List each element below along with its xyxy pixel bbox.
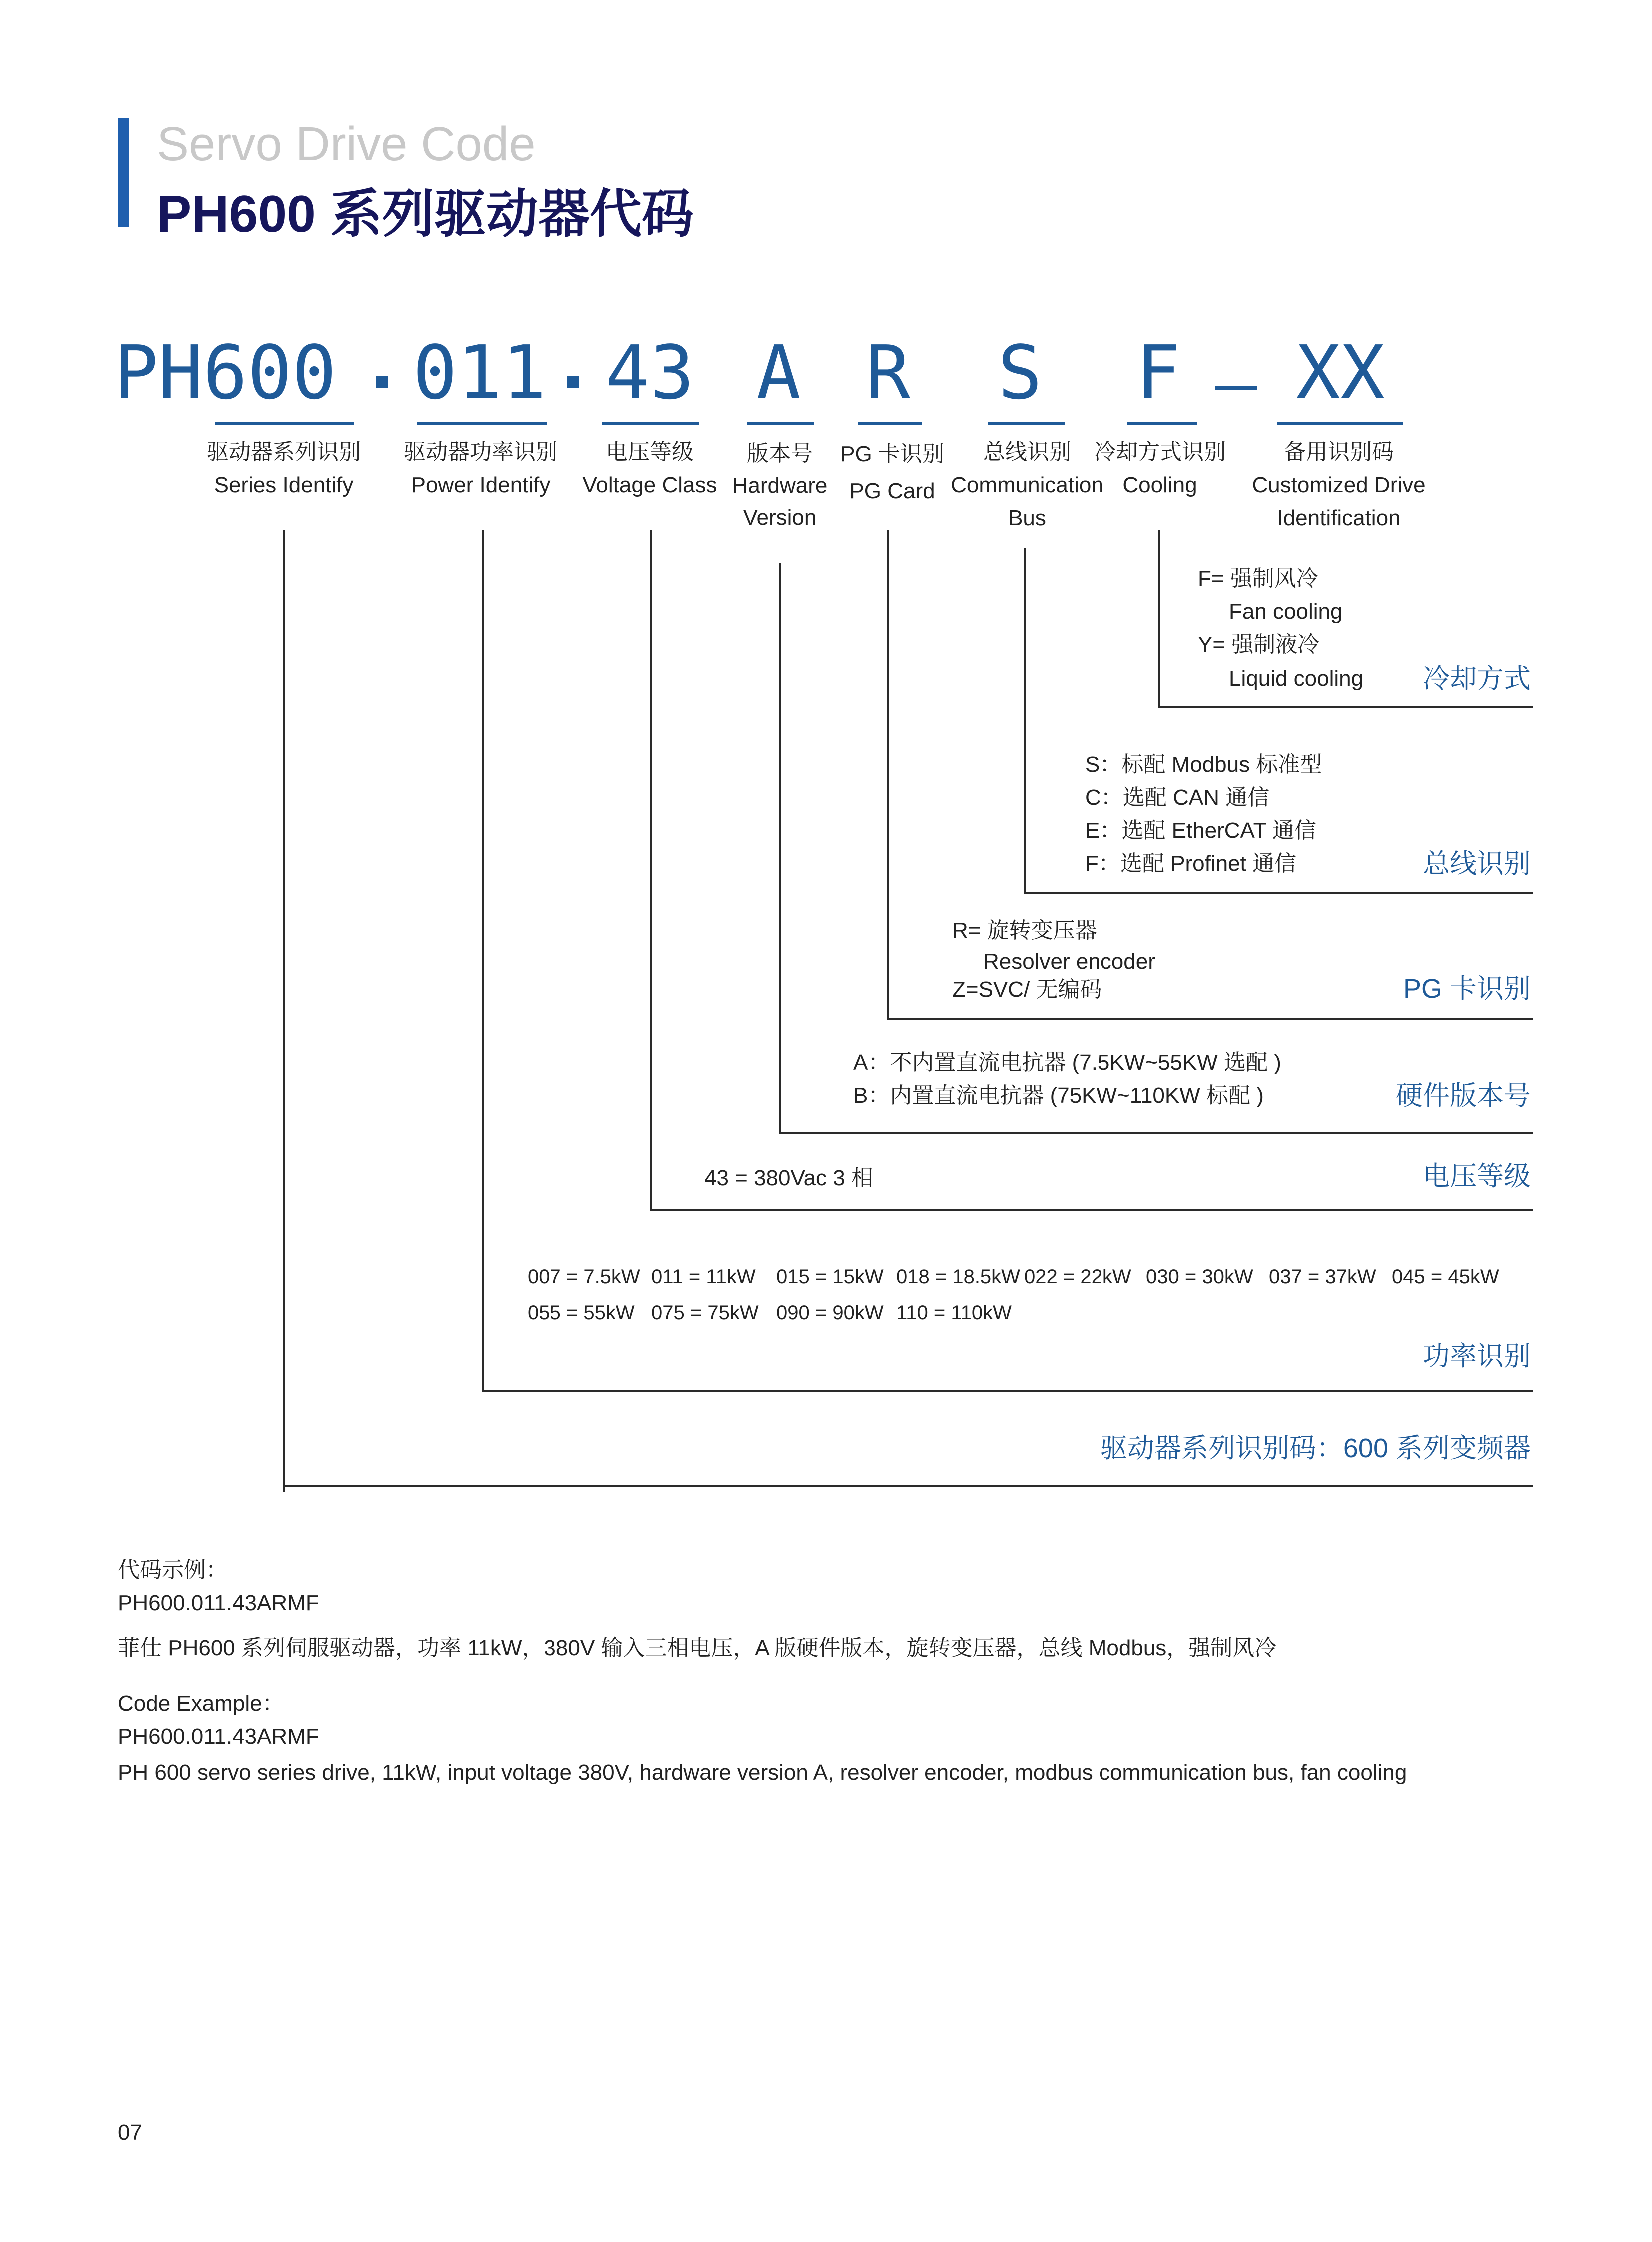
option-text: R= 旋转变压器	[952, 918, 1097, 943]
category-cooling: 冷却方式	[1423, 664, 1531, 694]
connector-voltage	[650, 530, 652, 1210]
connector-bus	[1024, 548, 1026, 893]
title-accent-bar	[118, 118, 129, 227]
rule-hardware	[779, 1132, 1533, 1134]
option-text: 43 = 380Vac 3 相	[704, 1166, 873, 1190]
code-underline	[988, 422, 1065, 425]
code-underline	[215, 422, 354, 425]
connector-cooling	[1158, 530, 1160, 707]
power-code: 037 = 37kW	[1269, 1266, 1376, 1288]
power-code: 075 = 75kW	[651, 1302, 759, 1324]
category-hardware: 硬件版本号	[1396, 1081, 1531, 1111]
connector-pg	[887, 530, 889, 1019]
power-code: 011 = 11kW	[651, 1266, 756, 1288]
rule-cooling	[1158, 706, 1533, 708]
example-heading-en: Code Example：	[118, 1691, 284, 1716]
code-separator-dash	[1215, 386, 1257, 390]
example-code-en: PH600.011.43ARMF	[118, 1724, 319, 1749]
code-underline	[602, 422, 699, 425]
rule-voltage	[650, 1209, 1533, 1211]
option-text: A：不内置直流电抗器 (7.5KW~55KW 选配 )	[853, 1050, 1281, 1075]
option-text: Resolver encoder	[983, 949, 1155, 974]
label-custom: 备用识别码 Customized Drive Identification	[1252, 440, 1426, 530]
code-underline	[1127, 422, 1197, 425]
power-code: 110 = 110kW	[896, 1302, 1012, 1324]
label-cooling: 冷却方式识别 Cooling	[1094, 440, 1226, 497]
code-custom: XX	[1296, 330, 1385, 416]
example-description-en: PH 600 servo series drive, 11kW, input voltage 380V, hardware version A, resolver encoder, modbus communication bus, fan cooling	[118, 1760, 1407, 1785]
rule-pg	[887, 1018, 1533, 1020]
power-code: 022 = 22kW	[1024, 1266, 1131, 1288]
code-underline	[417, 422, 547, 425]
option-text: Y= 强制液冷	[1198, 632, 1320, 657]
page-title: PH600 系列驱动器代码	[157, 185, 694, 243]
power-code: 055 = 55kW	[528, 1302, 635, 1324]
label-series: 驱动器系列识别 Series Identify	[207, 440, 361, 497]
option-text: B：内置直流电抗器 (75KW~110KW 标配 )	[853, 1083, 1264, 1108]
label-voltage: 电压等级 Voltage Class	[582, 440, 717, 497]
connector-hardware	[779, 563, 781, 1133]
example-description-cn: 菲仕 PH600 系列伺服驱动器，功率 11kW，380V 输入三相电压，A 版硬件版本，旋转变压器，总线 Modbus，强制风冷	[118, 1636, 1277, 1660]
option-text: Z=SVC/ 无编码	[952, 977, 1102, 1002]
code-pg: R	[866, 330, 911, 416]
page-number: 07	[118, 2120, 142, 2145]
rule-bus	[1024, 892, 1533, 894]
example-heading-cn: 代码示例：	[118, 1558, 228, 1582]
connector-power	[482, 530, 484, 1391]
power-code: 015 = 15kW	[776, 1266, 884, 1288]
option-text: E：选配 EtherCAT 通信	[1085, 818, 1316, 843]
page-subtitle: Servo Drive Code	[157, 117, 536, 171]
connector-series	[283, 530, 285, 1492]
option-text: Fan cooling	[1229, 599, 1343, 624]
code-underline	[747, 422, 814, 425]
code-separator-dot	[567, 376, 579, 388]
label-power: 驱动器功率识别 Power Identify	[404, 440, 557, 497]
option-text: C：选配 CAN 通信	[1085, 785, 1270, 810]
rule-series	[283, 1485, 1533, 1487]
code-cooling: F	[1136, 330, 1181, 416]
code-underline	[858, 422, 922, 425]
rule-power	[482, 1390, 1533, 1392]
option-text: S：标配 Modbus 标准型	[1085, 752, 1322, 777]
category-bus: 总线识别	[1423, 849, 1531, 879]
label-pg: PG 卡识别 PG Card	[840, 442, 944, 503]
label-hardware: 版本号 Hardware Version	[732, 441, 828, 530]
code-voltage: 43	[605, 330, 695, 416]
code-bus: S	[998, 330, 1043, 416]
option-text: Liquid cooling	[1229, 666, 1364, 691]
code-underline	[1277, 422, 1403, 425]
option-text: F：选配 Profinet 通信	[1085, 851, 1296, 876]
power-code: 045 = 45kW	[1392, 1266, 1499, 1288]
example-code-cn: PH600.011.43ARMF	[118, 1591, 319, 1615]
category-voltage: 电压等级	[1423, 1161, 1531, 1191]
category-pg: PG 卡识别	[1403, 974, 1531, 1004]
code-power: 011	[413, 330, 547, 416]
category-power: 功率识别	[1423, 1341, 1531, 1371]
power-code: 018 = 18.5kW	[896, 1266, 1020, 1288]
code-hardware: A	[756, 330, 801, 416]
code-separator-dot	[376, 376, 388, 388]
power-code: 090 = 90kW	[776, 1302, 884, 1324]
category-series: 驱动器系列识别码：600 系列变频器	[1100, 1433, 1531, 1463]
code-series: PH600	[114, 330, 337, 416]
option-text: F= 强制风冷	[1198, 566, 1318, 591]
power-code: 030 = 30kW	[1146, 1266, 1253, 1288]
label-bus: 总线识别 Communication Bus	[951, 440, 1103, 530]
power-code: 007 = 7.5kW	[528, 1266, 640, 1288]
